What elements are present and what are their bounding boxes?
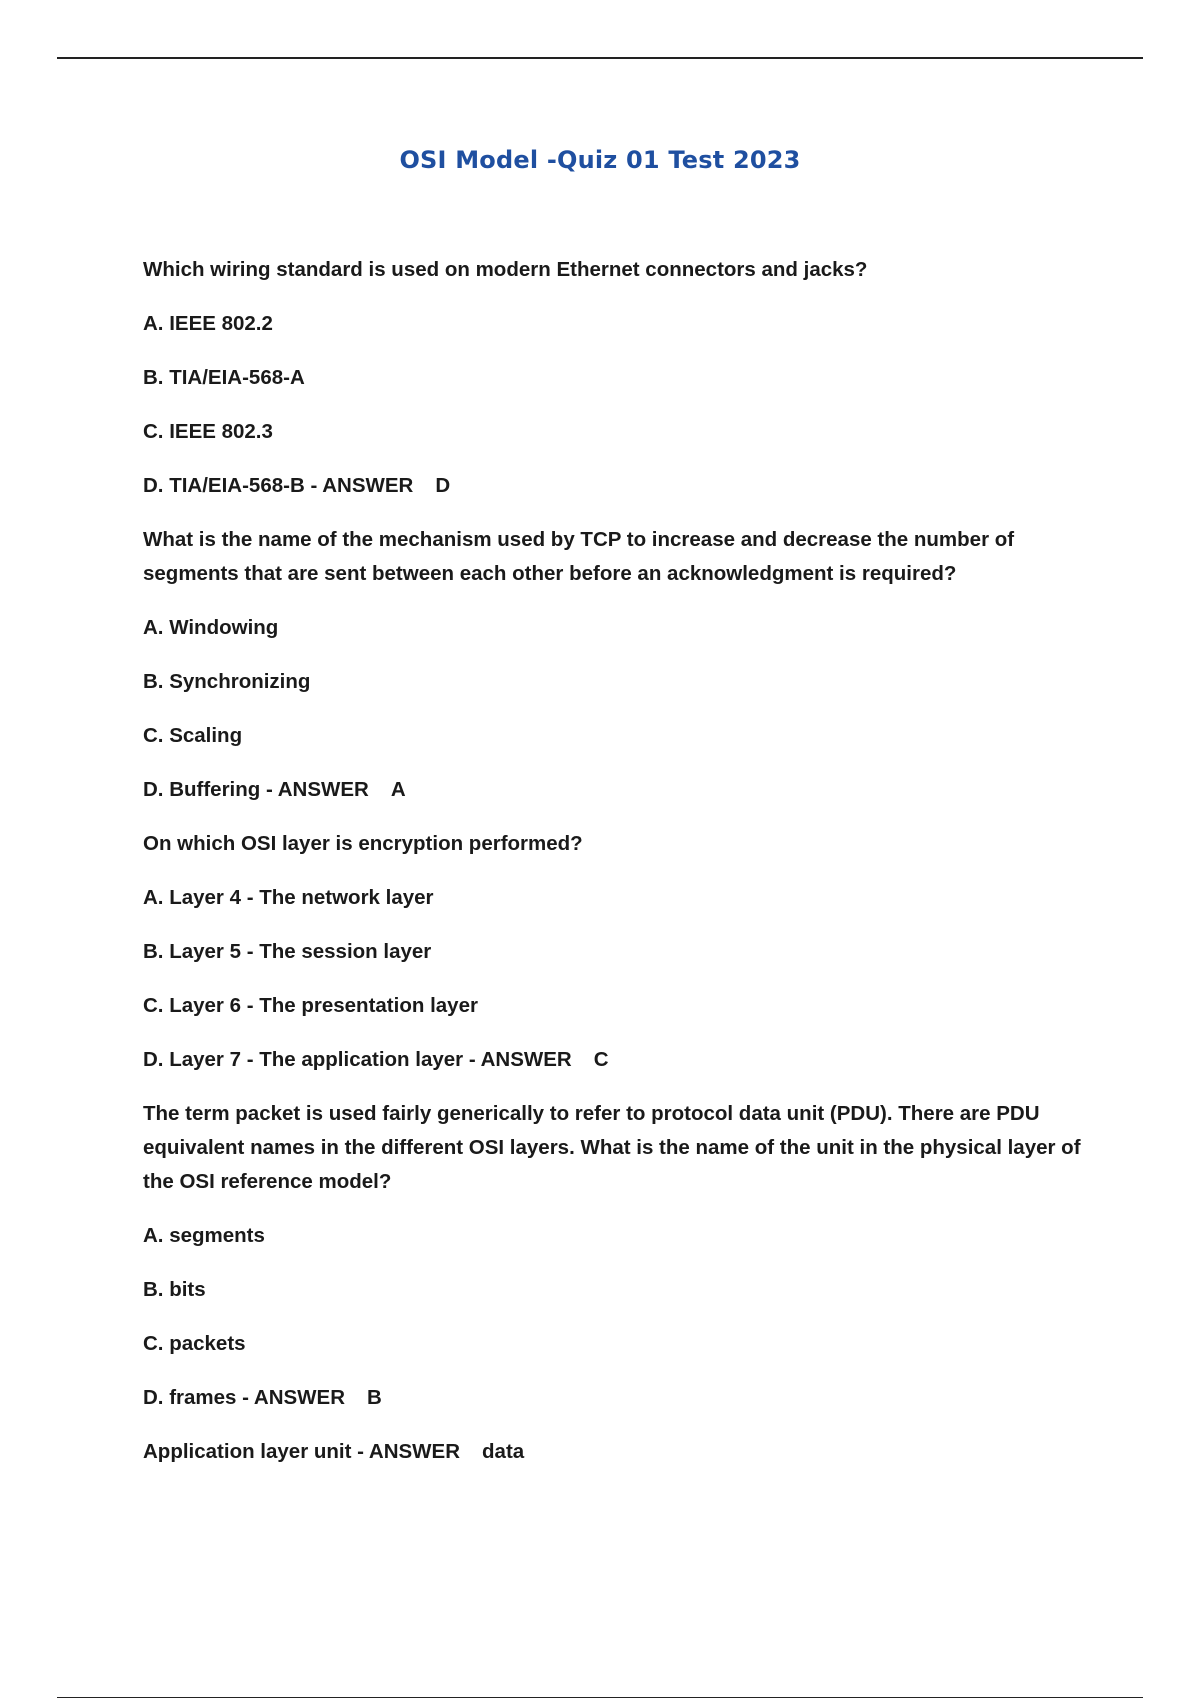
question-4-option-d-text: D. frames - ANSWER <box>143 1386 345 1409</box>
question-1-option-d <box>143 469 1103 503</box>
footer-rule <box>57 1697 1143 1698</box>
question-2-option-d <box>143 773 1103 807</box>
question-3-option-d-text: D. Layer 7 - The application layer - ANSWER <box>143 1048 572 1071</box>
question-2-option-a: A. Windowing <box>143 616 279 639</box>
final-answer-line <box>143 1435 1103 1469</box>
page-title: OSI Model -Quiz 01 Test 2023 <box>399 146 801 174</box>
question-1-text: Which wiring standard is used on modern Ethernet connectors and jacks? <box>143 258 868 281</box>
question-2-option-b: B. Synchronizing <box>143 670 311 693</box>
question-4-option-a: A. segments <box>143 1224 265 1247</box>
question-3-text: On which OSI layer is encryption performed? <box>143 832 583 855</box>
question-4-answer: B <box>367 1386 382 1409</box>
question-1-option-c: C. IEEE 802.3 <box>143 420 273 443</box>
question-4-option-b: B. bits <box>143 1278 206 1301</box>
question-4-text: The term packet is used fairly generically to refer to protocol data unit (PDU). There are PDU equivalent names in the different OSI layers. What is the name of the unit in the physical layer of the OSI reference model? <box>143 1102 1087 1193</box>
question-3-option-b: B. Layer 5 - The session layer <box>143 940 432 963</box>
header-rule <box>57 57 1143 59</box>
question-2-answer: A <box>390 778 406 801</box>
final-answer-text: Application layer unit - ANSWER <box>143 1440 461 1463</box>
question-3-option-a: A. Layer 4 - The network layer <box>143 886 434 909</box>
quiz-content <box>143 253 1103 1489</box>
question-2-option-d-text: D. Buffering - ANSWER <box>143 778 369 801</box>
question-2-option-c: C. Scaling <box>143 724 243 747</box>
question-3-option-d <box>143 1043 1103 1077</box>
question-2-text: What is the name of the mechanism used by TCP to increase and decrease the number of segments that are sent between each other before an acknowledgment is required? <box>143 528 1020 585</box>
question-3-option-c: C. Layer 6 - The presentation layer <box>143 994 478 1017</box>
question-1-option-b: B. TIA/EIA-568-A <box>143 366 305 389</box>
question-4-option-d <box>143 1381 1103 1415</box>
question-4-option-c: C. packets <box>143 1332 246 1355</box>
question-1-option-d-text: D. TIA/EIA-568-B - ANSWER <box>143 474 414 497</box>
question-3-answer: C <box>593 1048 609 1071</box>
question-1-option-a: A. IEEE 802.2 <box>143 312 273 335</box>
final-answer-value: data <box>482 1440 525 1463</box>
question-1-answer: D <box>435 474 451 497</box>
